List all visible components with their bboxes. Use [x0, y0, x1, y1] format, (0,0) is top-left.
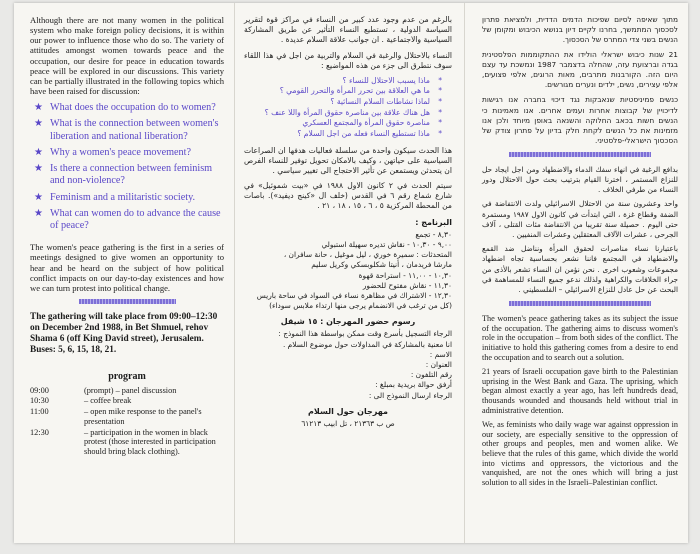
program-item: 09:00 (prompt) – panel discussion: [30, 385, 177, 395]
arabic-paragraph: بدافع الرغبة في انهاء سفك الدماء والاضطهاد ومن اجل ايجاد حل للنزاع المستمر ، اخترنا القيام بترتيب بحث حول الاحتلال ودور النساء من طرفي الخلاف .: [482, 164, 678, 195]
intro-paragraph: Although there are not many women in the political system who make foreign policy decisions, it is within our power to influence those who do so. The variety of attitudes amongst women towards peace and the occupation, our desire for peace in education towards peace will be explored in our discussions. This variety can be partially illustrated in the following topics which have been raised for discussion:: [30, 15, 224, 96]
arabic-payment-note: أرفق حوالة بريدية بمبلغ :: [375, 380, 452, 390]
arabic-event-details: سيتم الحدث في ٢ كانون الاول ١٩٨٨ في «بيت شموئيل» في شارع شماع رقم ٦ في القدس (خلف ال «كينج ديفيد»). باصات من المحطة المركزية ٥ ، ٦ ، ١٥ ، ١٨ ، ٢١ .: [244, 181, 452, 211]
arabic-program-item: ١٢,٣٠ - الاشتراك في مظاهرة نساء في السواد في ساحة باريس (كل من ترغب في الانضمام يرجى منها ارتداء ملابس سوداء): [256, 290, 452, 311]
decorative-divider: [79, 299, 176, 304]
arabic-registration-statement: انا معنية بالمشاركة في المداولات حول موضوع السلام .: [282, 339, 452, 349]
star-icon: ★: [34, 207, 43, 219]
arabic-program-title: البرنامج :: [415, 217, 452, 227]
arabic-body: هذا الحدث سيكون واحدة من سلسلة فعاليات هدفها ان الصراعات السياسية على حياتهن ، وكيف بالامكان تحويل توفير للنساء الفرص ان يتحدثن ويستمعن عن تأثير الاحتجاج الى تغيير سياسي .: [244, 145, 452, 175]
program-item: 11:00 – open mike response to the panel's presentation: [30, 407, 202, 426]
star-icon: ★: [34, 191, 43, 203]
english-panel: [14, 3, 232, 543]
english-paragraph: The women's peace gathering takes as its subject the issue of the occupation. The gathering aims to discuss women's role in the occupation – from both sides of the conflict. The initiative to hold this gathering comes from a desire to end the occupation and to search out a solution.: [482, 314, 678, 362]
arabic-topic-list: [244, 76, 442, 140]
topic-item: ★ Why a women's peace movement?: [34, 146, 192, 158]
arabic-topic-item: * هل هناك علاقة بين مناصرة حقوق المرأة واللا عنف ؟: [244, 108, 442, 119]
arabic-topic-item: * ما هي العلاقة بين تحرر المرأة والتحرر القومي ؟: [244, 86, 442, 97]
decorative-divider: [509, 152, 650, 157]
arabic-fee: رسوم حضور المهرجان : ١٥ شيقل: [280, 317, 416, 327]
arabic-intro: بالرغم من عدم وجود عدد كبير من النساء في مراكز قوة لتقرير السياسة الدولية ، تستطيع النساء التأثير عن طريق المشاركة السياسية والاجتماعية . ان جوانب علاقة السلام عديدة .: [244, 15, 452, 45]
topic-item: ★ What does the occupation do to women?: [34, 102, 216, 114]
arabic-send-note: الرجاء ارسال النموذج الى :: [368, 390, 452, 400]
arabic-program-item: مارشا فريدمان ، أنيتا شكلوبسكي وكريل سليم: [311, 260, 452, 270]
leaflet-sheet: [14, 3, 688, 543]
trilingual-panel: [466, 3, 688, 543]
arabic-program-item: ١٠,٣٠ - ١١,٠٠ - استراحة قهوة: [358, 270, 452, 280]
topic-item: ★ Feminism and a militaristic society.: [34, 191, 196, 203]
arabic-panel: [236, 3, 462, 543]
fold-line: [234, 3, 235, 543]
arabic-paragraph: باعتبارنا نساء مناصرات لحقوق المرأة ونناضل ضد القمع والاضطهاد في المجتمع فاننا نشعر بحساسية تجاه اضطهاد مجموعات وشعوب اخرى . نحن نؤمن ان النساء تشعر بالأذى من جراء الخلافات والكراهية ولذلك ندعو جميع النساء للمساهمة في البحث عن حل عادل للنزاع الاسرائيلي – الفلسطيني .: [482, 244, 678, 294]
arabic-program-item: ٩,٠٠ - ١٠,٣٠ - نقاش تديره سهيلة استبولي: [321, 239, 452, 249]
decorative-divider: [509, 301, 650, 306]
star-icon: ★: [34, 118, 43, 130]
hebrew-paragraph: מתוך שאיפה לסיום שפיכות הדמים הדדית, ולמציאת פתרון לסכסוך המתמשך, בחרנו לקיים דיון בנושא הכיבוש ומקומן של הנשים בשני צדי המתרס של הסכסוך.: [482, 15, 678, 45]
arabic-form-field-phone: رقم التلفون :: [410, 370, 452, 380]
arabic-topic-item: * ماذا يسبب الاحتلال للنساء ؟: [244, 76, 442, 87]
english-paragraph: We, as feminists who daily wage war against oppression in our society, are especially sensitive to the oppression of other groups and peoples, men and women alike. We believe that the rules of this game, which divide the world into victims and oppressors, the victorious and the vanquished, are not the ones which will bring a just solution to all sides in the Israeli–Palestinian conflict.: [482, 420, 678, 487]
hebrew-paragraph: 21 שנות כיבוש ישראלי הולידו את ההתקוממות הפלסטינית בגדה וברצועת עזה, שהחלה בדצמבר 1987 ונמשכת עד עצם היום הזה. הקורבנות מתרבים, מאות הרוגים, אלפי פצועים, אלפי עצירים, נשים, ילדים ונערים מגורשים.: [482, 50, 678, 90]
hebrew-paragraph: כנשים פמיניסטיות שנאבקות נגד דיכוי בחברה אנו רגישות לדיכויין של קבוצות אחרות ועמים אחרים. אנו מאמינות כי הנשים חשות בכאב החלוקה והשנאה באופן מיוחד ולכן אנו מזמינות את כל הנשים לקחת חלק בדיון על פתרון צודק של הסכסוך הישראלי-פלסטיני.: [482, 95, 678, 145]
fold-line: [464, 3, 465, 543]
arabic-topic-item: * مناصرة حقوق المرأة والمجتمع العسكري: [244, 118, 442, 129]
arabic-form-field-address: العنوان :: [425, 360, 452, 370]
arabic-intro-2: النساء بالاحتلال والرغبة في السلام والتربية من اجل في هذا اللقاء سوف نتطرق الى جزء من هذه المواضيع :: [244, 50, 452, 70]
star-icon: ★: [34, 163, 43, 175]
topic-list: [30, 102, 224, 232]
star-icon: ★: [34, 102, 43, 114]
program-item: 10:30 – coffee break: [30, 396, 132, 406]
gathering-details: The gathering will take place from 09:00–12:30 on December 2nd 1988, in Bet Shmuel, rehov Shama 6 (off King David street), Jerusalem. Buses: 5, 6, 15, 18, 21.: [30, 311, 218, 356]
arabic-form-field-name: الاسم :: [429, 349, 452, 359]
topic-item: ★ Is there a connection between feminism and non-violence?: [34, 163, 213, 187]
arabic-topic-item: * لماذا نشاطات السلام النسائية ؟: [244, 97, 442, 108]
program-item: 12:30 – participation in the women in black protest (those interested in participation should bring black clothing).: [30, 427, 216, 457]
arabic-registration-note: الرجاء التسجيل بأسرع وقت ممكن بواسطة هذا النموذج :: [278, 329, 452, 339]
arabic-program-item: ٨,٣٠ - تجمع: [415, 229, 452, 239]
arabic-paragraph: واحد وعشرون سنة من الاحتلال الاسرائيلي ولدت الانتفاضة في الضفة وقطاع غزة ، التي ابتدأت في كانون الاول ١٩٨٧ ومستمرة حتى اليوم . حصيلة سنة تقريبا من الانتفاضة مئات القتلى ، آلاف الجرحى ، عشرات الآلاف المعتقلين وعشرات المنفيين .: [482, 199, 678, 239]
topic-item: ★ What is the connection between women's liberation and national liberation?: [34, 118, 219, 142]
english-paragraph: 21 years of Israeli occupation gave birth to the Palestinian uprising in the West Bank and Gaza. The uprising, which began almost exactly a year ago, has left hundreds dead, thousands wounded and thousands held without trial in administrative detention.: [482, 367, 678, 415]
gathering-description: The women's peace gathering is the first in a series of meetings designed to give women an opportunity to hear and be heard on the subject of how political conflict impacts on our day-to-day existences and how we can turn protest into political change.: [30, 242, 224, 293]
arabic-topic-item: * ماذا تستطيع النساء فعله من اجل السلام ؟: [244, 129, 442, 140]
arabic-program-item: ١١,٣٠ - نقاش مفتوح للحضور: [362, 280, 452, 290]
arabic-festival-title: مهرجان حول السلام: [308, 406, 388, 416]
arabic-program-item: المتحدثات : سميرة خوري ، ليل موغيل ، حانة سافران ،: [283, 250, 452, 260]
topic-item: ★ What can women do to advance the cause of peace?: [34, 207, 221, 231]
star-icon: ★: [34, 146, 43, 158]
program-title: program: [108, 370, 146, 382]
arabic-po-box: ص ب ٢١٣٦٣ ، تل ابيب ٦١٢١٣: [301, 418, 395, 428]
